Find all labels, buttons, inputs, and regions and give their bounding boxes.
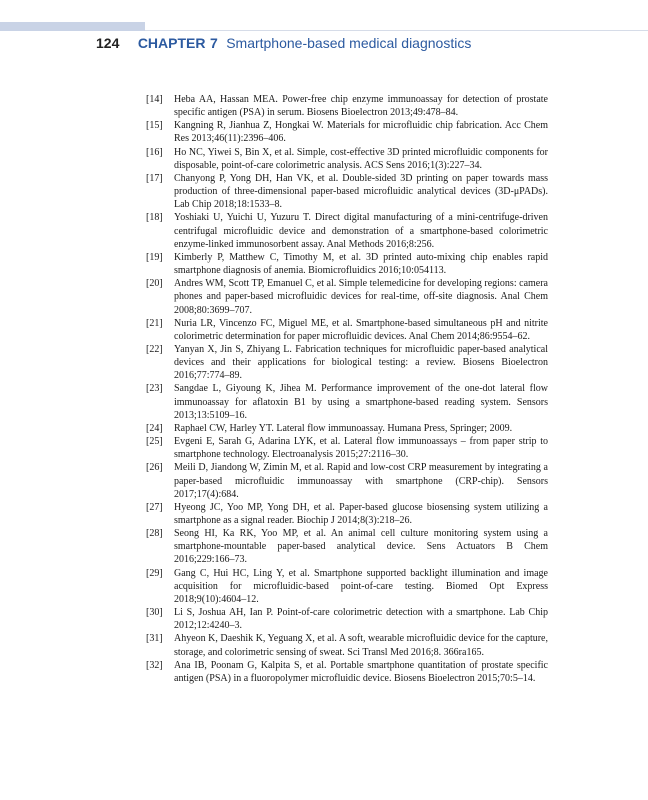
reference-item xyxy=(146,501,548,527)
reference-number: [26] xyxy=(146,462,163,474)
reference-number: [23] xyxy=(146,383,163,395)
reference-text: Yanyan X, Jin S, Zhiyang L. Fabrication techniques for microfluidic paper-based analytical devices and their applications for biological testing: a review. Biosens Bioelectron 2016;77:774–89. xyxy=(174,343,548,382)
reference-number: [19] xyxy=(146,251,163,263)
reference-text: Raphael CW, Harley YT. Lateral flow immunoassay. Humana Press, Springer; 2009. xyxy=(174,422,513,434)
reference-item xyxy=(146,461,548,500)
reference-text: Hyeong JC, Yoo MP, Yong DH, et al. Paper-based glucose biosensing system utilizing a smartphone as a signal reader. Biochip J 2014;8(3):218–26. xyxy=(174,501,548,526)
reference-item xyxy=(146,172,548,211)
reference-number: [30] xyxy=(146,607,163,619)
reference-number: [32] xyxy=(146,659,163,671)
header-rule xyxy=(145,30,648,31)
reference-text: Ahyeon K, Daeshik K, Yeguang X, et al. A soft, wearable microfluidic device for the capture, storage, and colorimetric sensing of sweat. Sci Transl Med 2016;8. 366ra165. xyxy=(174,633,548,658)
reference-number: [25] xyxy=(146,436,163,448)
reference-number: [29] xyxy=(146,567,163,579)
reference-item xyxy=(146,606,548,632)
reference-item xyxy=(146,343,548,382)
chapter-label: CHAPTER xyxy=(137,35,206,51)
reference-item xyxy=(146,146,548,172)
reference-text: Nuria LR, Vincenzo FC, Miguel ME, et al. Smartphone-based simultaneous pH and nitrite colorimetric determination for paper microfluidic devices. Anal Chem 2014;86:9554–62. xyxy=(174,317,548,342)
reference-item xyxy=(146,422,548,435)
reference-item xyxy=(146,251,548,277)
reference-text: Ana IB, Poonam G, Kalpita S, et al. Portable smartphone quantitation of prostate specific antigen (PSA) in a fluoropolymer microfluidic device. Biosens Bioelectron 2015;70:5–14. xyxy=(174,659,548,684)
reference-text: Yoshiaki U, Yuichi U, Yuzuru T. Direct digital manufacturing of a mini-centrifuge-driven centrifugal microfluidic device and demonstration of a smartphone-based colorimetric enzyme-linked immunosorbent assay. Anal Methods 2016;8:256. xyxy=(174,212,548,250)
reference-text: Andres WM, Scott TP, Emanuel C, et al. Simple telemedicine for developing regions: camera phones and paper-based microfluidic devices for real-time, off-site diagnosis. Anal Chem 2008;80:3699–707. xyxy=(174,278,548,316)
reference-item xyxy=(146,119,548,145)
chapter-title: Smartphone-based medical diagnostics xyxy=(226,35,472,51)
running-header xyxy=(96,35,471,55)
reference-number: [21] xyxy=(146,317,163,329)
reference-number: [15] xyxy=(146,120,163,132)
reference-number: [22] xyxy=(146,343,163,355)
reference-item xyxy=(146,317,548,343)
reference-item xyxy=(146,527,548,566)
reference-item xyxy=(146,277,548,316)
header-accent-bar xyxy=(0,22,145,31)
reference-list xyxy=(146,93,548,685)
reference-text: Heba AA, Hassan MEA. Power-free chip enzyme immunoassay for detection of prostate specific antigen (PSA) in serum. Biosens Bioelectron 2013;49:478–84. xyxy=(174,94,548,119)
reference-number: [18] xyxy=(146,212,163,224)
reference-item xyxy=(146,382,548,421)
reference-text: Kangning R, Jianhua Z, Hongkai W. Materials for microfluidic chip fabrication. Acc Chem Res 2013;46(11):2396–406. xyxy=(174,120,548,145)
reference-text: Kimberly P, Matthew C, Timothy M, et al. 3D printed auto-mixing chip enables rapid smartphone diagnosis of anemia. Biomicrofluidics 2016;10:054113. xyxy=(174,251,548,277)
reference-number: [31] xyxy=(146,633,163,645)
reference-text: Evgeni E, Sarah G, Adarina LYK, et al. Lateral flow immunoassays – from paper strip to smartphone technology. Electroanalysis 2015;27:2116–30. xyxy=(174,436,548,461)
reference-number: [24] xyxy=(146,422,163,434)
reference-text: Sangdae L, Giyoung K, Jihea M. Performance improvement of the one-dot lateral flow immunoassay for aflatoxin B1 by using a smartphone-based reading system. Sensors 2013;13:5109–16. xyxy=(174,383,548,421)
chapter-number: 7 xyxy=(209,35,218,51)
reference-text: Ho NC, Yiwei S, Bin X, et al. Simple, cost-effective 3D printed microfluidic components for disposable, point-of-care colorimetric analysis. ACS Sens 2016;1(3):227–34. xyxy=(174,146,548,171)
reference-text: Chanyong P, Yong DH, Han VK, et al. Double-sided 3D printing on paper towards mass production of three-dimensional paper-based microfluidic analytical devices (3D-μPADs). Lab Chip 2018;18:1533–8. xyxy=(174,172,548,211)
reference-number: [14] xyxy=(146,94,163,105)
reference-item xyxy=(146,632,548,658)
reference-number: [17] xyxy=(146,172,163,184)
reference-text: Meili D, Jiandong W, Zimin M, et al. Rapid and low-cost CRP measurement by integrating a paper-based microfluidic immunoassay with smartphone (CRP-chip). Sensors 2017;17(4):684. xyxy=(174,462,548,500)
reference-item xyxy=(146,93,548,119)
reference-number: [16] xyxy=(146,146,163,158)
reference-item xyxy=(146,567,548,606)
reference-item xyxy=(146,435,548,461)
reference-text: Seong HI, Ka RK, Yoo MP, et al. An animal cell culture monitoring system using a smartphone-mountable paper-based analytical device. Sens Actuators B Chem 2016;229:166–73. xyxy=(174,528,548,566)
reference-item xyxy=(146,211,548,250)
page-number: 124 xyxy=(96,35,120,51)
reference-number: [28] xyxy=(146,528,163,540)
reference-text: Li S, Joshua AH, Ian P. Point-of-care colorimetric detection with a smartphone. Lab Chip 2012;12:4240–3. xyxy=(174,607,548,632)
reference-number: [20] xyxy=(146,278,163,290)
reference-text: Gang C, Hui HC, Ling Y, et al. Smartphone supported backlight illumination and image acquisition for microfluidic-based point-of-care testing. Biomed Opt Express 2018;9(10):4604–12. xyxy=(174,567,548,605)
reference-item xyxy=(146,659,548,685)
reference-number: [27] xyxy=(146,501,163,513)
